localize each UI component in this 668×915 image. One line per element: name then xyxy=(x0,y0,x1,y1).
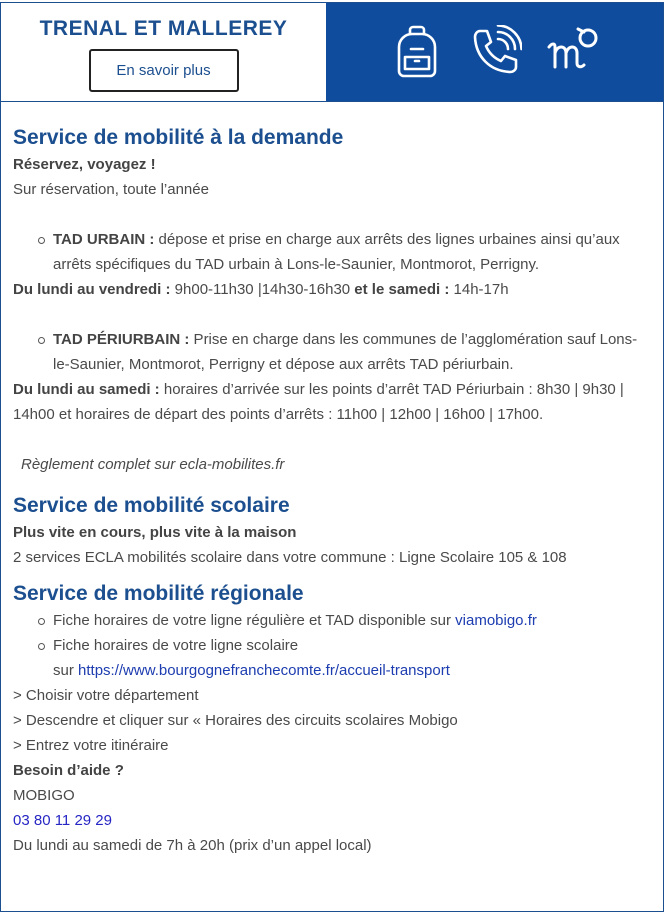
content xyxy=(1,102,663,858)
urbain-text: dépose et prise en charge aux arrêts des lignes urbaines ainsi qu’aux arrêts spécifiques du TAD urbain à Lons-le-Saunier, Montmorot, Perrigny. xyxy=(53,231,620,273)
help-title: Besoin d’aide ? xyxy=(13,762,124,779)
step-3: > Entrez votre itinéraire xyxy=(13,737,169,754)
scolaire-title: Service de mobilité scolaire xyxy=(13,494,290,517)
regionale-bullet1-text: Fiche horaires de votre ligne régulière et TAD disponible sur xyxy=(53,612,456,629)
list-item xyxy=(53,608,651,633)
periurbain-text: Prise en charge dans les communes de l’agglomération sauf Lons-le-Saunier, Montmorot, Perrigny et dépose aux arrêts TAD périurbain. xyxy=(53,331,638,373)
periurbain-hours-text: horaires d’arrivée sur les points d’arrêt TAD Périurbain : 8h30 | 9h30 | 14h00 et horaires de départ des points d’arrêts : 11h00 | 12h00 | 16h00 | 17h00. xyxy=(13,381,624,423)
scolaire-tagline: Plus vite en cours, plus vite à la maison xyxy=(13,524,297,541)
header-left xyxy=(1,3,326,101)
header-icons xyxy=(326,3,663,101)
step-2: > Descendre et cliquer sur « Horaires des circuits scolaires Mobigo xyxy=(13,712,458,729)
urbain-saturday-text: 14h-17h xyxy=(449,281,509,298)
demande-subtitle: Sur réservation, toute l’année xyxy=(13,181,209,198)
urbain-hours-label: Du lundi au vendredi : xyxy=(13,281,171,298)
commune-card xyxy=(0,2,664,912)
demande-title: Service de mobilité à la demande xyxy=(13,126,344,149)
regionale-bullet2-text: Fiche horaires de votre ligne scolaire xyxy=(53,637,299,654)
reglement-note: Règlement complet sur ecla-mobilites.fr xyxy=(21,456,285,473)
list-item xyxy=(53,227,651,277)
help-org: MOBIGO xyxy=(13,787,75,804)
urbain-saturday-label: et le samedi : xyxy=(354,281,450,298)
scolaire-text: 2 services ECLA mobilités scolaire dans votre commune : Ligne Scolaire 105 & 108 xyxy=(13,549,567,566)
phone-link[interactable]: 03 80 11 29 29 xyxy=(13,812,112,829)
periurbain-list xyxy=(13,327,651,377)
step-1: > Choisir votre département xyxy=(13,687,199,704)
mobigo-logo-icon[interactable] xyxy=(544,23,602,81)
bfc-transport-link[interactable]: https://www.bourgognefranchecomte.fr/accueil-transport xyxy=(78,662,450,679)
commune-title: TRENAL ET MALLEREY xyxy=(39,17,288,40)
urbain-list xyxy=(13,227,651,277)
urbain-label: TAD URBAIN : xyxy=(53,231,155,248)
viamobigo-link[interactable]: viamobigo.fr xyxy=(455,612,537,629)
phone-icon[interactable] xyxy=(466,23,524,81)
periurbain-hours xyxy=(13,377,651,427)
regionale-title: Service de mobilité régionale xyxy=(13,582,304,605)
more-info-button[interactable]: En savoir plus xyxy=(89,49,239,92)
demande-tagline: Réservez, voyagez ! xyxy=(13,156,156,173)
urbain-hours-text: 9h00-11h30 |14h30-16h30 xyxy=(170,281,355,298)
urbain-hours xyxy=(13,277,651,302)
help-hours: Du lundi au samedi de 7h à 20h (prix d’un appel local) xyxy=(13,837,372,854)
card-header xyxy=(1,3,663,102)
periurbain-label: TAD PÉRIURBAIN : xyxy=(53,331,190,348)
periurbain-hours-label: Du lundi au samedi : xyxy=(13,381,160,398)
regionale-list xyxy=(13,608,651,683)
backpack-icon[interactable] xyxy=(388,23,446,81)
regionale-bullet2-prefix: sur xyxy=(53,662,79,679)
list-item xyxy=(53,633,651,683)
list-item xyxy=(53,327,651,377)
